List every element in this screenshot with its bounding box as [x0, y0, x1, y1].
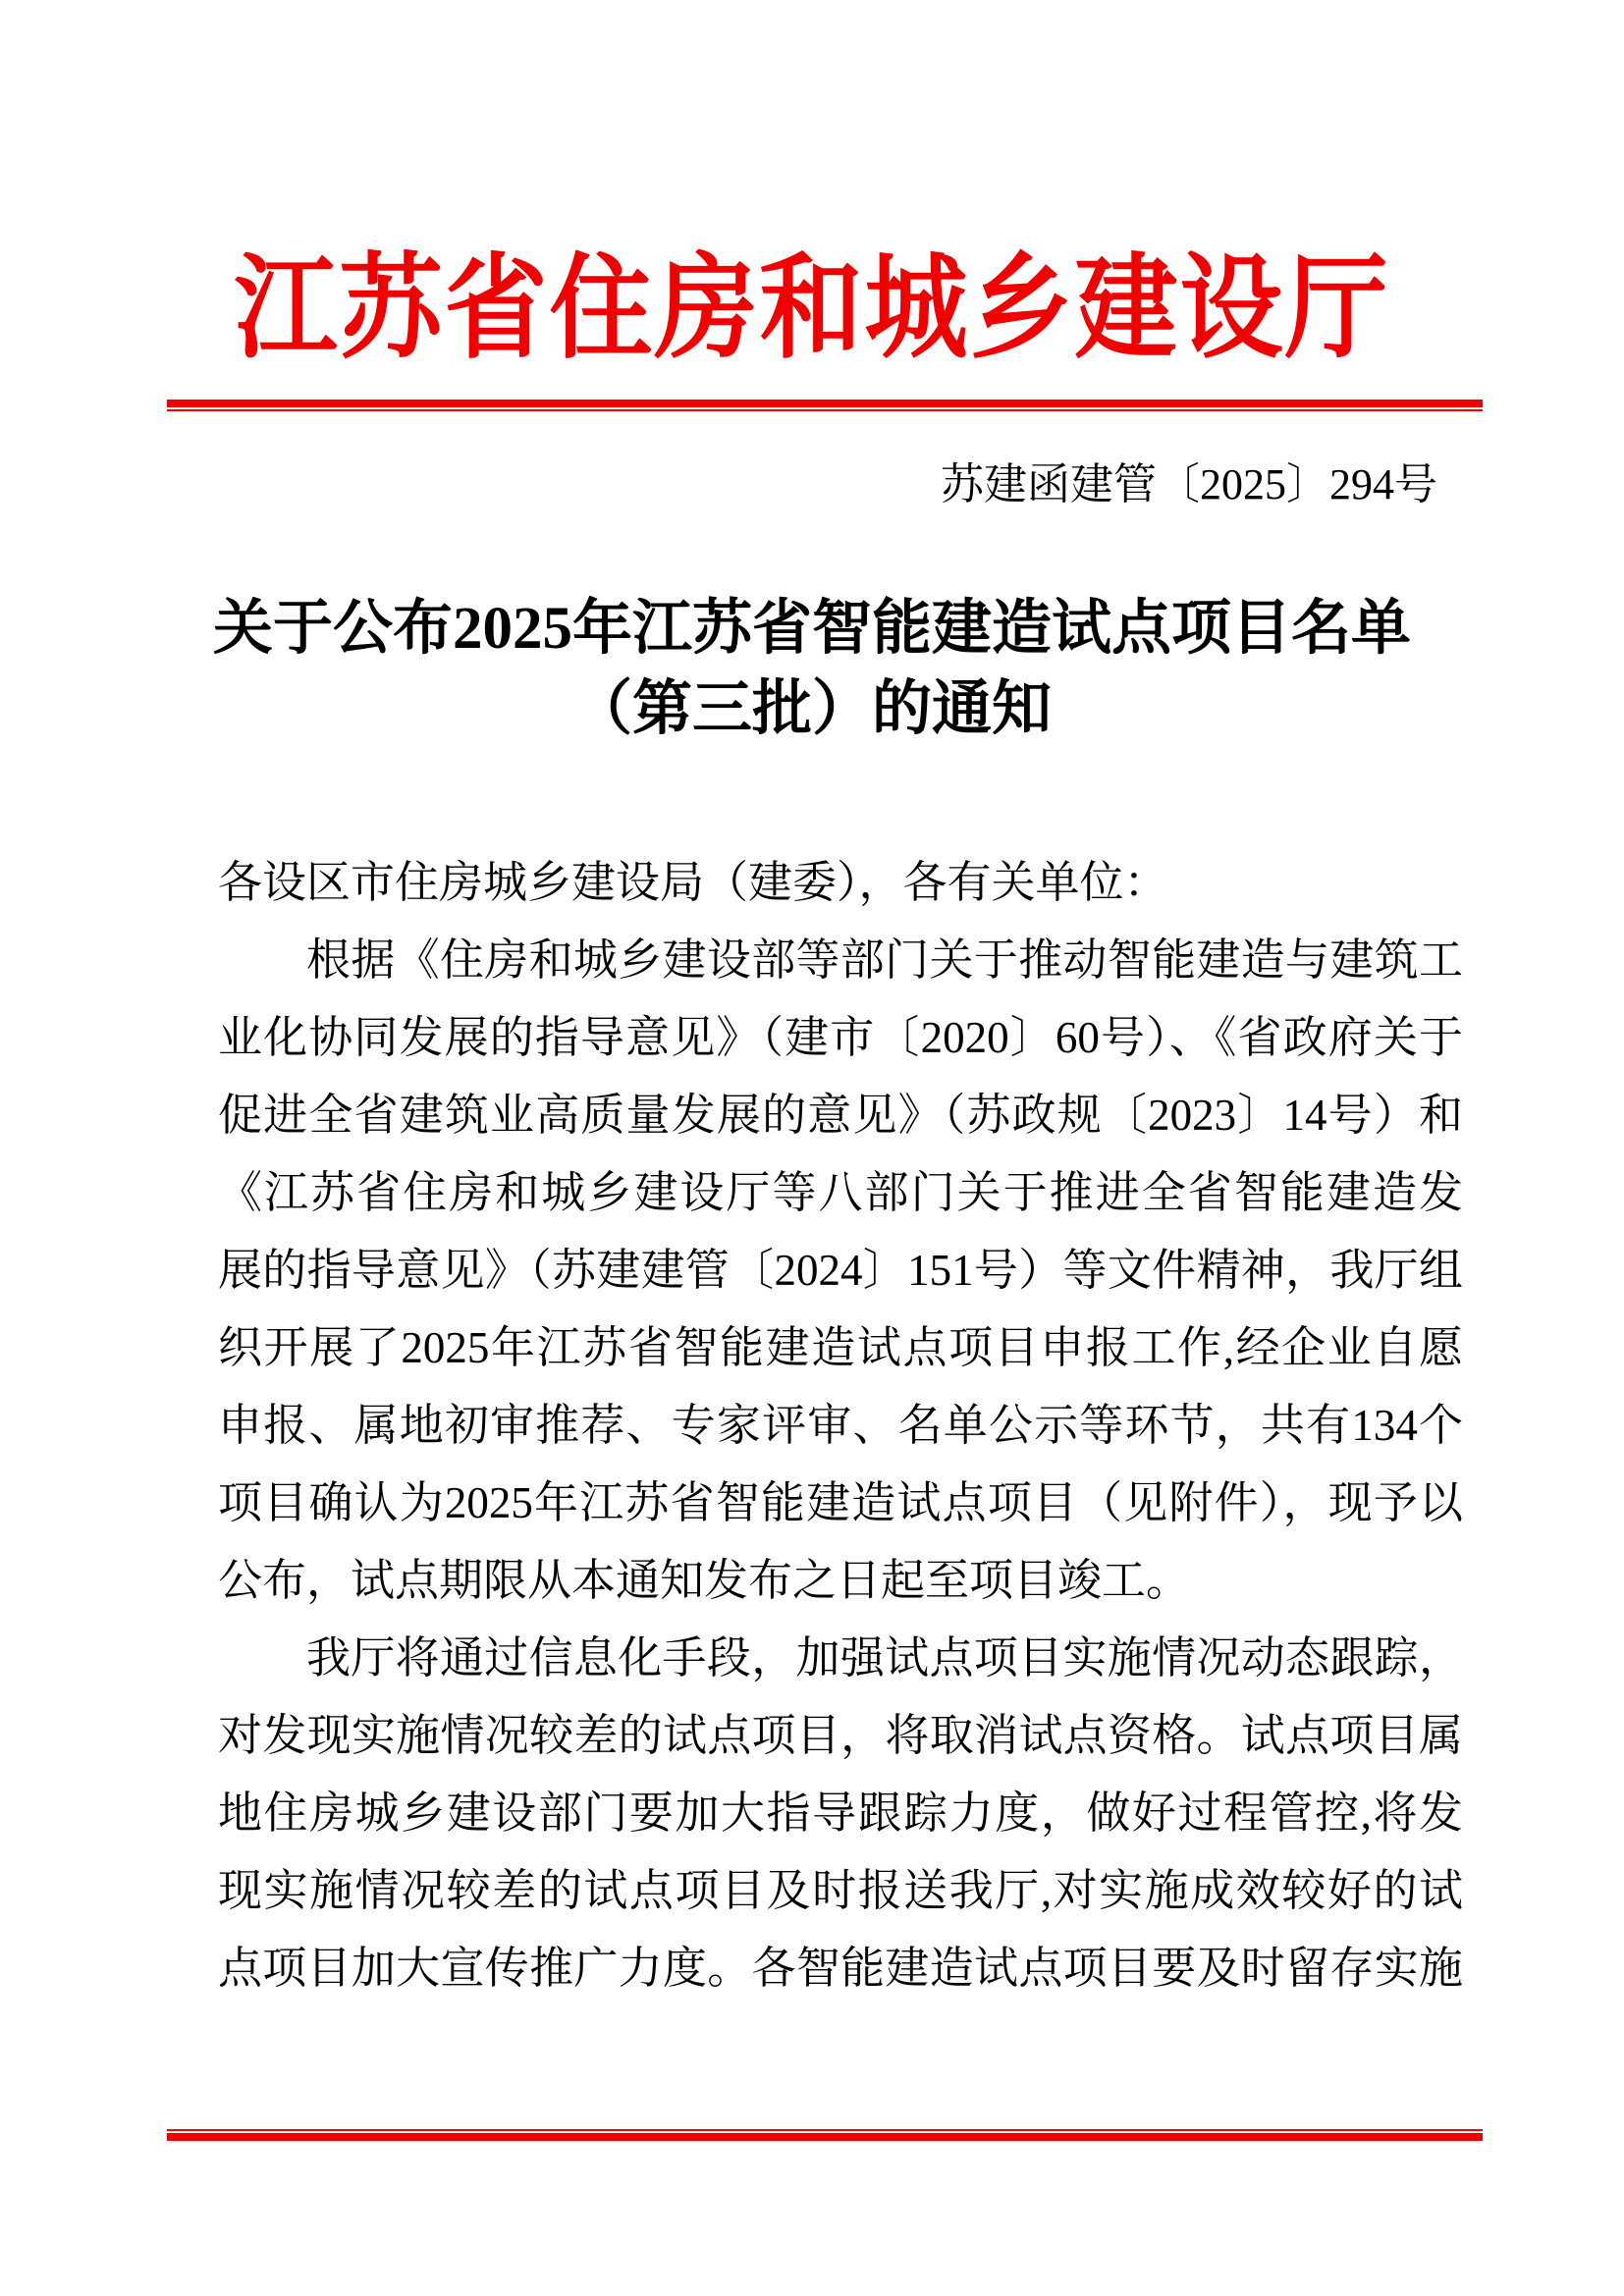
body-line: 根据《住房和城乡建设部等部门关于推动智能建造与建筑工 [306, 935, 1463, 985]
body-line: 《江苏省住房和城乡建设厅等八部门关于推进全省智能建造发 [218, 1168, 1463, 1217]
document-title-line2: （第三批）的通知 [571, 676, 1052, 742]
body-line: 业化协同发展的指导意见》（建市〔2020〕60号）、《省政府关于 [218, 1013, 1463, 1062]
body-line: 对发现实施情况较差的试点项目，将取消试点资格。试点项目属 [218, 1711, 1463, 1760]
body-line: 公布，试点期限从本通知发布之日起至项目竣工。 [218, 1556, 1191, 1605]
salutation-line: 各设区市住房城乡建设局（建委），各有关单位： [218, 858, 1168, 907]
document-number: 苏建函建管〔2025〕294号 [941, 460, 1437, 508]
document-title-line1: 关于公布2025年江苏省智能建造试点项目名单 [212, 596, 1411, 662]
agency-header-title: 江苏省住房和城乡建设厅 [234, 245, 1390, 372]
body-line: 我厅将通过信息化手段，加强试点项目实施情况动态跟踪， [306, 1633, 1463, 1682]
red-divider-bottom-thick-bar [167, 2133, 1483, 2141]
red-divider-top [167, 400, 1483, 411]
document-title [0, 589, 1624, 750]
body-line: 项目确认为2025年江苏省智能建造试点项目（见附件），现予以 [218, 1478, 1463, 1527]
red-divider-top-thin-bar [167, 409, 1483, 411]
red-divider-top-thick-bar [167, 400, 1483, 407]
body-line: 点项目加大宣传推广力度。各智能建造试点项目要及时留存实施 [218, 1944, 1463, 1993]
body-line: 地住房城乡建设部门要加大指导跟踪力度，做好过程管控,将发 [218, 1789, 1463, 1838]
red-divider-bottom [167, 2129, 1483, 2141]
body-line: 展的指导意见》（苏建建管〔2024〕151号）等文件精神，我厅组 [218, 1246, 1463, 1295]
body-line: 申报、属地初审推荐、专家评审、名单公示等环节，共有134个 [218, 1401, 1463, 1450]
document-body [218, 844, 1463, 2007]
body-line: 织开展了2025年江苏省智能建造试点项目申报工作,经企业自愿 [218, 1323, 1463, 1372]
body-line: 促进全省建筑业高质量发展的意见》（苏政规〔2023〕14号）和 [218, 1091, 1463, 1140]
body-line: 现实施情况较差的试点项目及时报送我厅,对实施成效较好的试 [218, 1866, 1463, 1915]
